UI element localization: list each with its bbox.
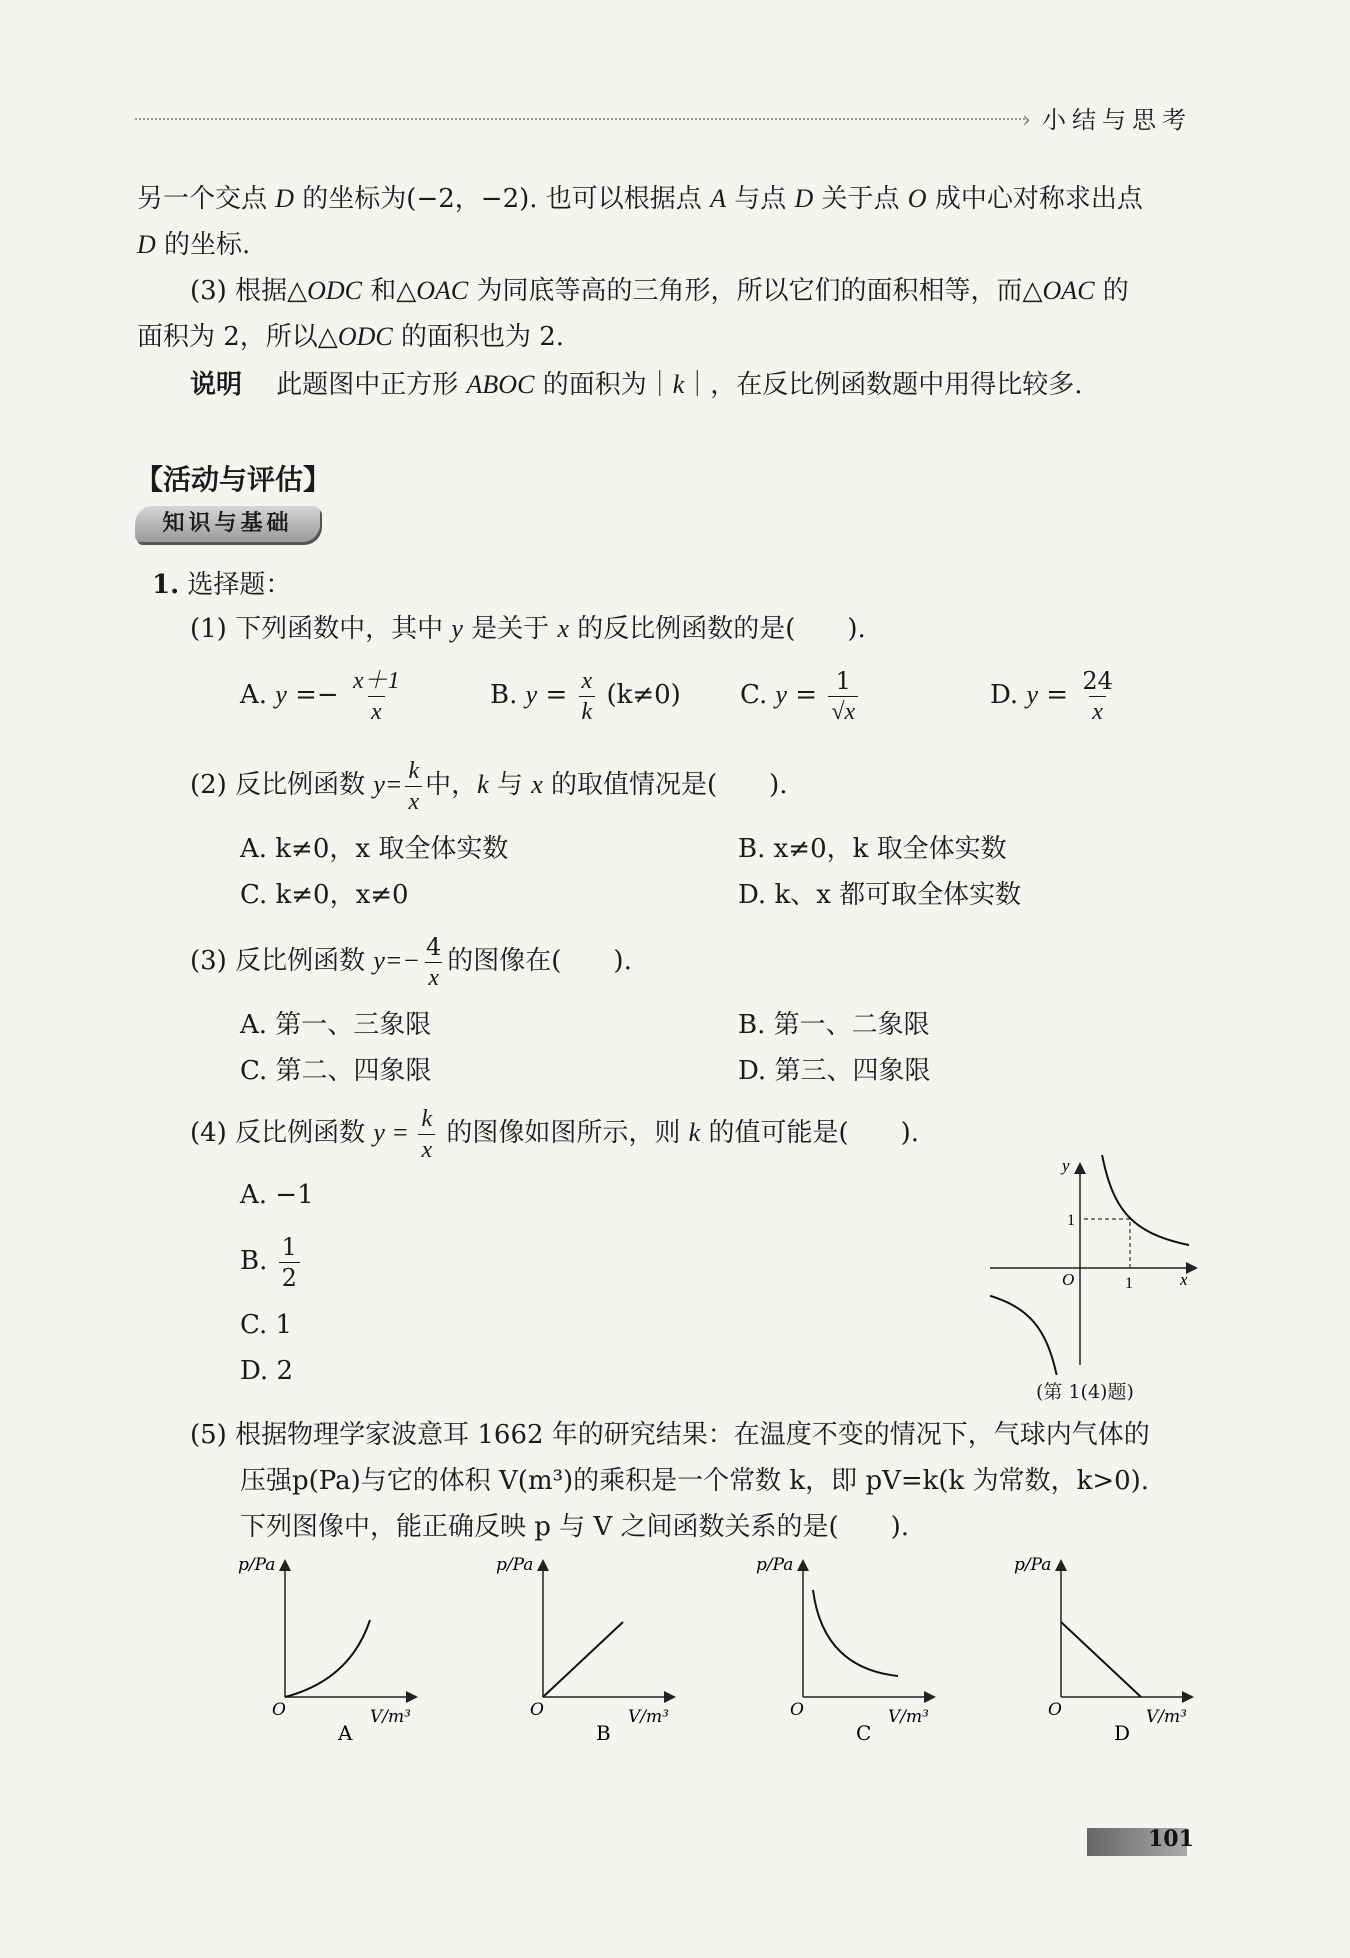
header-rule xyxy=(135,118,1025,120)
x-tick-1: 1 xyxy=(1125,1275,1133,1292)
graph-d-y-label: p/Pa xyxy=(1014,1555,1052,1575)
graph-d-letter: D xyxy=(1114,1721,1131,1745)
q1-2-option-b: B. x≠0，k 取全体实数 xyxy=(738,834,1007,864)
origin-label: O xyxy=(1062,1270,1075,1289)
q1-4-option-a: A. −1 xyxy=(240,1180,314,1210)
x-axis-label: x xyxy=(1180,1270,1188,1289)
y-axis-label: y xyxy=(1062,1156,1070,1175)
q1-5-graph-a xyxy=(230,1550,430,1750)
q1-5-graph-c xyxy=(748,1550,948,1750)
intro-part-3-line-1: (3) 根据△ODC 和△OAC 为同底等高的三角形，所以它们的面积相等，而△OAC 的 xyxy=(190,276,1129,306)
q1-5-line-2: 压强p(Pa)与它的体积 V(m³)的乘积是一个常数 k，即 pV=k(k 为常数，k>0). xyxy=(240,1466,1150,1496)
q1-1-option-a: A. y =− $\frac{x+1}{x}$ xyxy=(240,667,400,725)
q1-1-stem: (1) 下列函数中，其中 y 是关于 x 的反比例函数的是( ). xyxy=(190,614,866,644)
q1-3-option-a: A. 第一、三象限 xyxy=(240,1010,432,1040)
y-tick-1: 1 xyxy=(1067,1212,1075,1229)
q1-3-option-c: C. 第二、四象限 xyxy=(240,1056,432,1086)
section-badge: 知识与基础 xyxy=(135,506,320,542)
header-section-title: 小结与思考 xyxy=(1042,106,1192,134)
q1-5-line-1: (5) 根据物理学家波意耳 1662 年的研究结果：在温度不变的情况下，气球内气体的 xyxy=(190,1420,1150,1450)
q1-4-hyperbola-graph xyxy=(980,1155,1210,1375)
graph-c-letter: C xyxy=(856,1721,872,1745)
graph-b-y-label: p/Pa xyxy=(496,1555,534,1575)
curve-increasing xyxy=(285,1620,370,1697)
graph-c-x-label: V/m³ xyxy=(888,1707,929,1727)
q1-2-option-c: C. k≠0，x≠0 xyxy=(240,880,409,910)
q1-3-option-d: D. 第三、四象限 xyxy=(738,1056,931,1086)
hyperbola-branch-q3 xyxy=(990,1296,1074,1375)
curve-decreasing xyxy=(813,1590,898,1676)
q1-4-figure-caption: (第 1(4)题) xyxy=(1036,1381,1134,1403)
q1-heading: 1. 选择题： xyxy=(152,570,292,600)
q1-2-stem: (2) 反比例函数 y= $\frac{k}{x}$ 中，k 与 x 的取值情况是( ). xyxy=(190,757,788,815)
q1-5-graph-d xyxy=(1006,1550,1206,1750)
header-arrow-icon: › xyxy=(1022,108,1031,133)
intro-line-1: 另一个交点 D 的坐标为(−2，−2). 也可以根据点 A 与点 D 关于点 O 成中心对称求出点 xyxy=(137,184,1143,214)
graph-a-letter: A xyxy=(338,1721,353,1745)
graph-d-x-label: V/m³ xyxy=(1146,1707,1187,1727)
graph-a-y-label: p/Pa xyxy=(238,1555,276,1575)
graph-b-letter: B xyxy=(596,1721,611,1745)
graph-b-x-label: V/m³ xyxy=(628,1707,669,1727)
q1-2-option-d: D. k、x 都可取全体实数 xyxy=(738,880,1022,910)
intro-note: 说明 此题图中正方形 ABOC 的面积为｜k｜，在反比例函数题中用得比较多. xyxy=(190,370,1083,400)
graph-b-origin: O xyxy=(530,1700,544,1720)
q1-1-option-c: C. y = $\frac{1}{√x}$ xyxy=(740,660,861,730)
q1-4-stem: (4) 反比例函数 y = $\frac{k}{x}$ 的图像如图所示，则 k 的值可能是( ). xyxy=(190,1105,920,1163)
line-decreasing xyxy=(1061,1622,1141,1697)
q1-2-option-a: A. k≠0，x 取全体实数 xyxy=(240,834,509,864)
q1-4-option-c: C. 1 xyxy=(240,1310,293,1340)
line-increasing xyxy=(543,1622,623,1697)
q1-5-graph-row xyxy=(230,1550,1210,1750)
q1-4-option-d: D. 2 xyxy=(240,1356,293,1386)
q1-3-option-b: B. 第一、二象限 xyxy=(738,1010,930,1040)
graph-d-origin: O xyxy=(1048,1700,1062,1720)
intro-line-2: D 的坐标. xyxy=(137,230,251,260)
activity-title: 【活动与评估】 xyxy=(135,463,332,496)
graph-a-origin: O xyxy=(272,1700,286,1720)
hyperbola-branch-q1 xyxy=(1087,1155,1189,1245)
q1-1-option-b: B. y = $\frac{x}{k}$ (k≠0) xyxy=(490,667,681,725)
q1-5-line-3: 下列图像中，能正确反映 p 与 V 之间函数关系的是( ). xyxy=(240,1512,910,1542)
graph-c-y-label: p/Pa xyxy=(756,1555,794,1575)
page-number: 101 xyxy=(1148,1826,1194,1852)
intro-part-3-line-2: 面积为 2，所以△ODC 的面积也为 2. xyxy=(137,322,565,352)
graph-c-origin: O xyxy=(790,1700,804,1720)
q1-4-option-b: B. $\frac{1}{2}$ xyxy=(240,1226,303,1296)
q1-5-graph-b xyxy=(488,1550,688,1750)
q1-3-stem: (3) 反比例函数 y=− $\frac{4}{x}$ 的图像在( ). xyxy=(190,932,632,991)
q1-1-option-d: D. y = $\frac{24}{x}$ xyxy=(990,666,1113,725)
unit-dashed-guide xyxy=(1080,1219,1130,1268)
graph-a-x-label: V/m³ xyxy=(370,1707,411,1727)
